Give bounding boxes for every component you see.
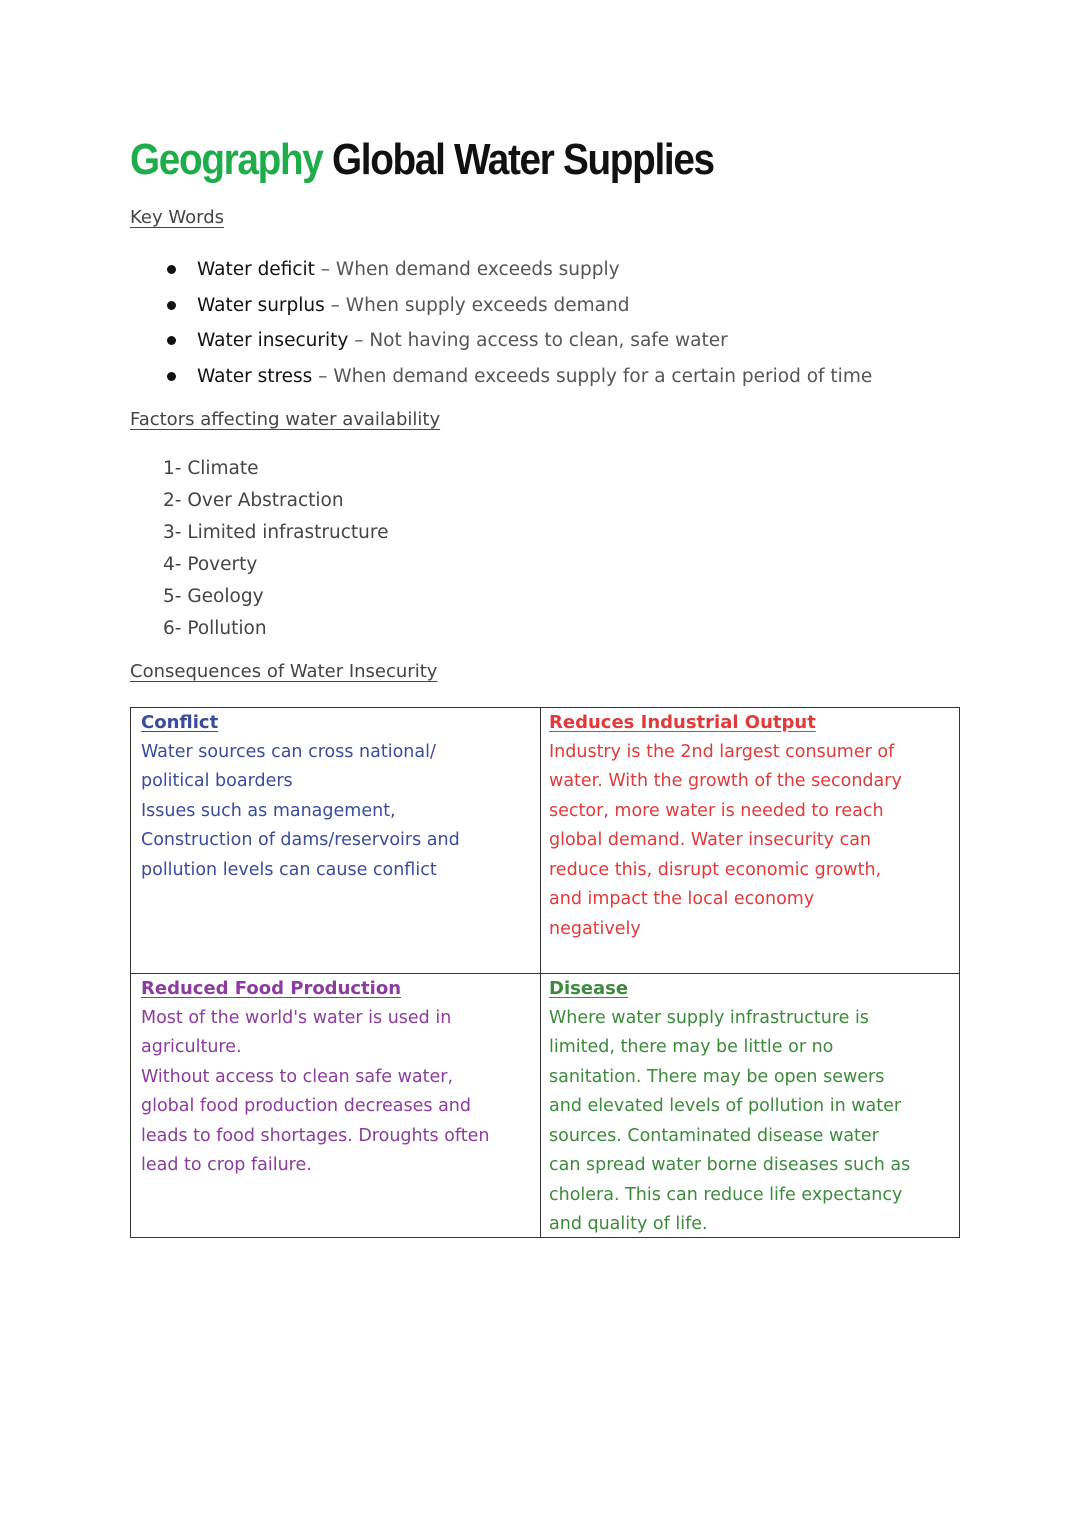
title-subject: Geography xyxy=(130,135,323,184)
key-word-term: Water insecurity xyxy=(197,330,349,351)
text-line: and impact the local economy xyxy=(549,889,815,909)
text-line: Where water supply infrastructure is xyxy=(549,1007,869,1028)
factor-item: 5- Geology xyxy=(163,586,264,607)
conflict-cell xyxy=(131,708,541,974)
conflict-text xyxy=(141,738,530,886)
text-line: reduce this, disrupt economic growth, xyxy=(549,859,882,880)
text-line: sector, more water is needed to reach xyxy=(549,800,884,821)
conflict-title: Conflict xyxy=(141,712,219,733)
key-word-item xyxy=(163,359,872,395)
factor-item: 1- Climate xyxy=(163,458,259,479)
factor-item: 2- Over Abstraction xyxy=(163,490,344,511)
factor-item: 6- Pollution xyxy=(163,618,267,639)
text-line: Issues such as management, xyxy=(141,800,396,821)
text-line: global demand. Water insecurity can xyxy=(549,830,872,850)
industry-cell xyxy=(541,708,959,974)
disease-title: Disease xyxy=(549,978,629,999)
food-cell xyxy=(131,974,541,1237)
food-text xyxy=(141,1004,530,1181)
key-word-definition: – When demand exceeds supply xyxy=(314,259,620,280)
key-word-definition: – Not having access to clean, safe water xyxy=(348,330,728,351)
food-title: Reduced Food Production xyxy=(141,978,402,999)
disease-text xyxy=(549,1004,949,1240)
text-line: limited, there may be little or no xyxy=(549,1037,834,1057)
consequences-table xyxy=(130,707,960,1238)
text-line: Without access to clean safe water, xyxy=(141,1066,454,1087)
key-word-item xyxy=(163,252,872,288)
consequences-heading: Consequences of Water Insecurity xyxy=(130,661,438,682)
text-line: cholera. This can reduce life expectancy xyxy=(549,1184,903,1205)
text-line: and quality of life. xyxy=(549,1214,708,1234)
key-word-definition: – When demand exceeds supply for a certain period of time xyxy=(312,365,873,387)
text-line: global food production decreases and xyxy=(141,1096,471,1116)
text-line: water. With the growth of the secondary xyxy=(549,771,902,791)
text-line: Industry is the 2nd largest consumer of xyxy=(549,741,895,762)
key-words-list xyxy=(163,252,872,394)
text-line: and elevated levels of pollution in water xyxy=(549,1096,902,1116)
key-word-term: Water deficit xyxy=(197,259,315,280)
key-words-heading: Key Words xyxy=(130,207,224,228)
text-line: sanitation. There may be open sewers xyxy=(549,1066,885,1087)
disease-cell xyxy=(541,974,959,1237)
factor-item: 3- Limited infrastructure xyxy=(163,522,389,543)
key-word-item xyxy=(163,288,872,324)
bullet-icon xyxy=(167,301,176,310)
key-word-definition: – When supply exceeds demand xyxy=(324,294,630,316)
bullet-icon xyxy=(167,336,176,345)
text-line: Construction of dams/reservoirs and xyxy=(141,830,460,850)
text-line: Most of the world's water is used in xyxy=(141,1007,452,1028)
bullet-icon xyxy=(167,372,176,381)
text-line: pollution levels can cause conflict xyxy=(141,859,437,880)
title-topic: Global Water Supplies xyxy=(331,135,714,184)
industry-title: Reduces Industrial Output xyxy=(549,712,816,733)
bullet-icon xyxy=(167,265,176,274)
page-title xyxy=(130,130,714,190)
industry-text xyxy=(549,738,949,945)
text-line: Water sources can cross national/ xyxy=(141,741,436,762)
key-word-term: Water surplus xyxy=(197,294,325,316)
text-line: political boarders xyxy=(141,771,293,791)
key-word-item xyxy=(163,323,872,359)
text-line: negatively xyxy=(549,918,641,939)
text-line: lead to crop failure. xyxy=(141,1155,312,1175)
factor-item: 4- Poverty xyxy=(163,554,258,575)
text-line: agriculture. xyxy=(141,1037,242,1057)
factors-heading: Factors affecting water availability xyxy=(130,409,441,430)
text-line: sources. Contaminated disease water xyxy=(549,1125,879,1146)
key-word-term: Water stress xyxy=(197,365,313,387)
text-line: can spread water borne diseases such as xyxy=(549,1155,911,1175)
text-line: leads to food shortages. Droughts often xyxy=(141,1125,490,1146)
factors-list xyxy=(163,453,388,645)
